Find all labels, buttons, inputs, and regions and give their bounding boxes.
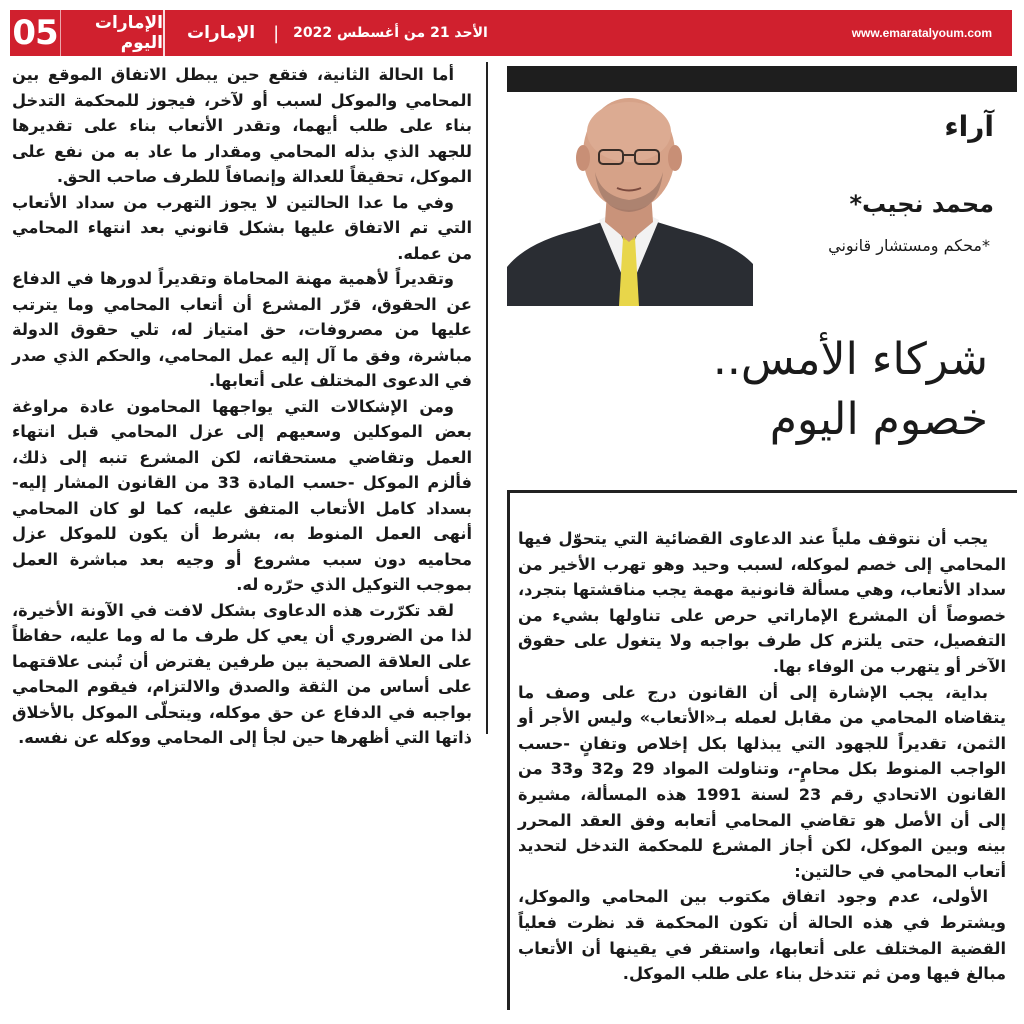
- column-divider: [486, 62, 488, 734]
- article-paragraph: وتقديراً لأهمية مهنة المحاماة وتقديراً لدورها في الدفاع عن الحقوق، قرّر المشرع أن أتعاب المحامي وما يترتب عليها من مصروفات، حق امتياز له، تلي حقوق الدولة مباشرة، وفق ما آل إليه عمل المحامي، والحكم الذي صدر في الدعوى المختلف على أتعابها.: [12, 269, 472, 390]
- article-continuation-column: [12, 62, 472, 751]
- article-paragraph: يجب أن نتوقف ملياً عند الدعاوى القضائية التي يتحوّل فيها المحامي إلى خصم لموكله، لسبب وحيد وهو تهرب الأخير من سداد الأتعاب، وهي مسألة قانونية مهمة يجب مناقشتها بتجرد، خصوصاً أن المشرع الإماراتي حرص على تناولها بشيء من التفصيل، حتى يلتزم كل طرف بواجبه ولا يتغول على حقوق الآخر أو يتهرب من الوفاء بها.: [518, 529, 1006, 676]
- header-separator: |: [273, 22, 280, 44]
- headline-line-1: شركاء الأمس..: [712, 334, 988, 385]
- page-number-box: [10, 10, 61, 56]
- newspaper-name: الإمارات اليوم: [61, 10, 165, 56]
- article-body-column: [518, 526, 1006, 987]
- article-paragraph: ومن الإشكالات التي يواجهها المحامون عادة مراوغة بعض الموكلين وسعيهم إلى عزل المحامي قبل انتهاء العمل وتقاضي مستحقاته، لكن المشرع تنبه إلى ذلك، فألزم الموكل -حسب المادة 33 من القانون المشار إليه- بسداد كامل الأتعاب المتفق عليه، كما لو كان المحامي أنهى العمل المنوط به، بشرط أن يكون للموكل عزل محاميه دون سبب مشروع أو وجيه بعد مباشرة العمل بموجب التوكيل الذي حرّره له.: [12, 396, 473, 594]
- page-header: [10, 10, 1012, 56]
- article-side-rule: [507, 490, 510, 1010]
- website-url[interactable]: www.emaratalyoum.com: [851, 26, 992, 40]
- issue-date: الأحد 21 من أغسطس 2022: [293, 25, 488, 41]
- article-paragraph: الأولى، عدم وجود اتفاق مكتوب بين المحامي والموكل، ويشترط في هذه الحالة أن تكون المحكمة قد نظرت فعلياً القضية المختلف على أتعابها، واستقر في يقينها أن الأتعاب مبالغ فيها ومن ثم تتدخل بناء على طلب الموكل.: [518, 887, 1006, 984]
- article-headline: [518, 330, 988, 450]
- page-number: 05: [12, 13, 58, 53]
- author-portrait: [507, 92, 753, 306]
- opinion-section-label: آراء: [944, 110, 994, 143]
- article-paragraph: أما الحالة الثانية، فتقع حين يبطل الاتفاق الموقع بين المحامي والموكل لسبب أو لآخر، فيجوز للمحكمة التدخل بناء على طلب أيهما، وتقدر الأتعاب بناء على تقديرها للجهد الذي بذله المحامي ومقدار ما عاد به من نفع على الموكل، تحقيقاً للعدالة وإنصافاً للطرف صاحب الحق.: [12, 65, 472, 186]
- author-title: *محكم ومستشار قانوني: [828, 236, 990, 255]
- headline-line-2: خصوم اليوم: [769, 394, 988, 445]
- section-name: الإمارات: [187, 23, 256, 43]
- author-photo-icon: [507, 92, 753, 306]
- article-paragraph: بداية، يجب الإشارة إلى أن القانون درج على وصف ما يتقاضاه المحامي من مقابل لعمله بـ«الأتعاب» وليس الأجر أو الثمن، تقديراً للجهود التي يبذلها بكل إخلاص وتفانٍ -حسب الواجب المنوط بكل محامٍ-، وتناولت المواد 29 و32 و33 من القانون الاتحادي رقم 23 لسنة 1991 هذه المسألة، مشيرة إلى أن الأصل هو تقاضي المحامي أتعابه وفق العقد المحرر بينه وبين الموكل، لكن أجاز المشرع للمحكمة التدخل لتحديد أتعاب المحامي في حالتين:: [518, 682, 1007, 881]
- opinion-top-bar: [507, 66, 1017, 92]
- article-paragraph: لقد تكرّرت هذه الدعاوى بشكل لافت في الآونة الأخيرة، لذا من الضروري أن يعي كل طرف ما له وما عليه، حفاظاً على العلاقة الصحية بين طرفين يفترض أن تُبنى علاقتهما على أساس من الثقة والصدق والالتزام، فيقوم المحامي بواجبه في الدفاع عن حق موكله، ويتحلّى الموكل بالأخلاق ذاتها التي أظهرها حين لجأ إلى المحامي ووكله عن نفسه.: [12, 600, 472, 747]
- author-name: محمد نجيب*: [849, 190, 994, 218]
- article-paragraph: وفي ما عدا الحالتين لا يجوز التهرب من سداد الأتعاب التي تم الاتفاق عليها بشكل قانوني بعد انتهاء المحامي من عمله.: [12, 192, 472, 263]
- headline-rule: [507, 490, 1017, 493]
